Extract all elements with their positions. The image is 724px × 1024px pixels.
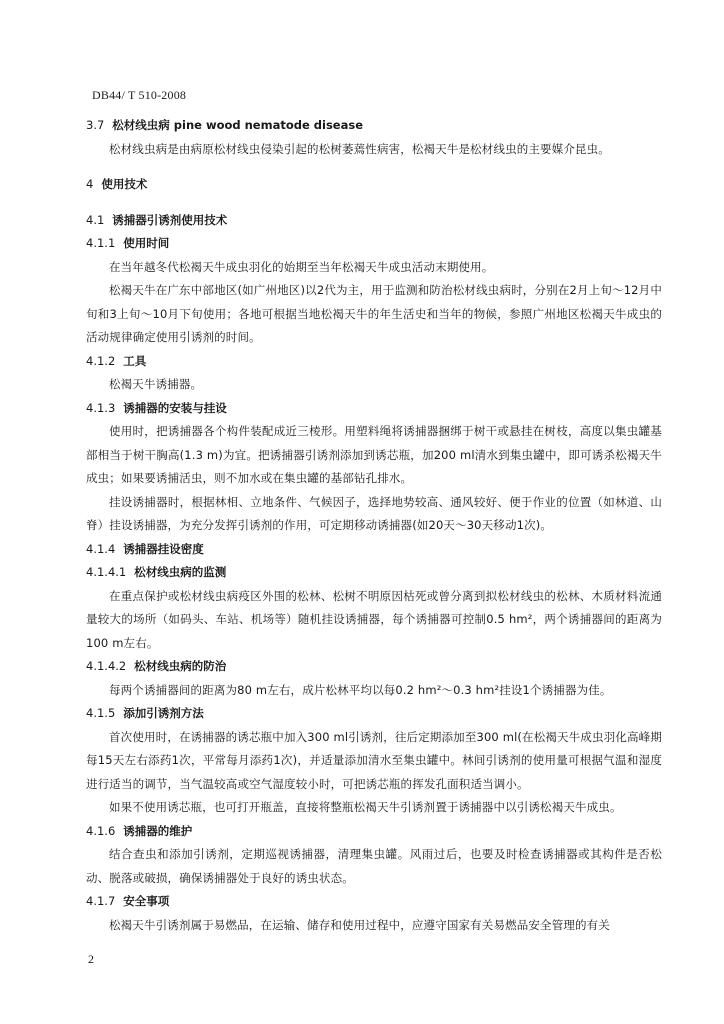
paragraph: 在当年越冬代松褐天牛成虫羽化的始期至当年松褐天牛成虫活动末期使用。 — [109, 259, 494, 274]
heading-title: 使用技术 — [101, 177, 148, 191]
paragraph: 松褐天牛诱捕器。 — [109, 377, 203, 391]
heading-title: 使用时间 — [123, 236, 170, 250]
heading-number: 4.1.1 — [86, 236, 116, 250]
heading-number: 4.1.5 — [86, 706, 116, 720]
paragraph: 如果不使用诱芯瓶，也可打开瓶盖，直接将整瓶松褐天牛引诱剂置于诱捕器中以引诱松褐天牛成虫。 — [109, 800, 622, 814]
heading-title: 松材线虫病的监测 — [134, 565, 227, 579]
heading-title: 诱捕器的安装与挂设 — [123, 400, 227, 415]
heading-4 — [86, 173, 662, 197]
heading-number: 4.1.2 — [86, 353, 116, 368]
paragraph: 挂设诱捕器时，根据林相、立地条件、气候因子，选择地势较高、通风较好、便于作业的位置（如林道、山脊）挂设诱捕器，为充分发挥引诱剂的作用，可定期移动诱捕器(如20天～30天移动1次)。 — [86, 494, 662, 532]
paragraph: 松褐天牛在广东中部地区(如广州地区)以2代为主，用于监测和防治松材线虫病时，分别在2月上旬～12月中旬和3上旬～10月下旬使用；各地可根据当地松褐天牛的年生活史和当年的物候，参照广州地区松褐天牛成虫的活动规律确定使用引诱剂的时间。 — [86, 283, 662, 344]
heading-number: 4.1.6 — [86, 823, 116, 838]
paragraph: 松材线虫病是由病原松材线虫侵染引起的松树萎蔫性病害，松褐天牛是松材线虫的主要媒介昆虫。 — [109, 141, 610, 156]
document-body — [86, 114, 662, 937]
heading-number: 4.1.3 — [86, 400, 116, 415]
heading-4-1-4 — [86, 538, 662, 562]
heading-number: 4.1.4 — [86, 541, 116, 556]
heading-4-1-7 — [86, 890, 662, 914]
heading-3-7 — [86, 114, 662, 138]
heading-number: 4.1.4.2 — [86, 659, 127, 673]
standard-code: DB44/ T 510-2008 — [92, 88, 187, 102]
heading-title: 诱捕器引诱剂使用技术 — [112, 212, 228, 227]
heading-number: 4.1.4.1 — [86, 565, 127, 579]
heading-4-1-1 — [86, 232, 662, 256]
heading-4-1-6 — [86, 820, 662, 844]
page-number: 2 — [88, 952, 94, 966]
paragraph: 结合查虫和添加引诱剂，定期巡视诱捕器，清理集虫罐。风雨过后，也要及时检查诱捕器或其构件是否松动、脱落或破损，确保诱捕器处于良好的诱虫状态。 — [86, 847, 662, 885]
heading-title: 诱捕器的维护 — [123, 823, 193, 838]
heading-4-1-3 — [86, 397, 662, 421]
heading-number: 4 — [86, 177, 94, 191]
paragraph: 在重点保护或松材线虫病疫区外围的松林、松树不明原因枯死或曾分离到拟松材线虫的松林、木质材料流通量较大的场所（如码头、车站、机场等）随机挂设诱捕器，每个诱捕器可控制0.5 hm²，两个诱捕器间的距离为100 m左右。 — [86, 588, 662, 650]
paragraph: 松褐天牛引诱剂属于易燃品，在运输、储存和使用过程中，应遵守国家有关易燃品安全管理的有关 — [109, 917, 610, 932]
heading-4-1-5 — [86, 702, 662, 726]
heading-title: 工具 — [123, 353, 147, 368]
paragraph: 使用时，把诱捕器各个构件装配成近三棱形。用塑料绳将诱捕器捆绑于树干或悬挂在树枝，高度以集虫罐基部相当于树干胸高(1.3 m)为宜。把诱捕器引诱剂添加到诱芯瓶，加200 ml清水到集虫罐中，即可诱杀松褐天牛成虫；如果要诱捕活虫，则不加水或在集虫罐的基部钻孔排水。 — [86, 424, 662, 485]
heading-title: 诱捕器挂设密度 — [123, 541, 204, 556]
heading-number: 3.7 — [86, 118, 105, 132]
heading-title: 松材线虫病 pine wood nematode disease — [112, 118, 364, 132]
heading-4-1-4-2 — [86, 655, 662, 679]
heading-4-1 — [86, 209, 662, 233]
heading-title: 添加引诱剂方法 — [123, 706, 204, 720]
heading-title: 安全事项 — [123, 894, 170, 908]
heading-4-1-2 — [86, 350, 662, 374]
paragraph: 首次使用时，在诱捕器的诱芯瓶中加入300 ml引诱剂，往后定期添加至300 ml(在松褐天牛成虫羽化高峰期每15天左右添药1次，平常每月添药1次)，并适量添加清水至集虫罐中。林间引诱剂的使用量可根据气温和湿度进行适当的调节，当气温较高或空气湿度较小时，可把诱芯瓶的挥发孔面积适当调小。 — [86, 729, 662, 791]
paragraph: 每两个诱捕器间的距离为80 m左右，成片松林平均以每0.2 hm²～0.3 hm²挂设1个诱捕器为佳。 — [109, 682, 612, 697]
heading-title: 松材线虫病的防治 — [134, 659, 227, 673]
heading-number: 4.1.7 — [86, 894, 116, 908]
heading-number: 4.1 — [86, 212, 105, 227]
heading-4-1-4-1 — [86, 561, 662, 585]
